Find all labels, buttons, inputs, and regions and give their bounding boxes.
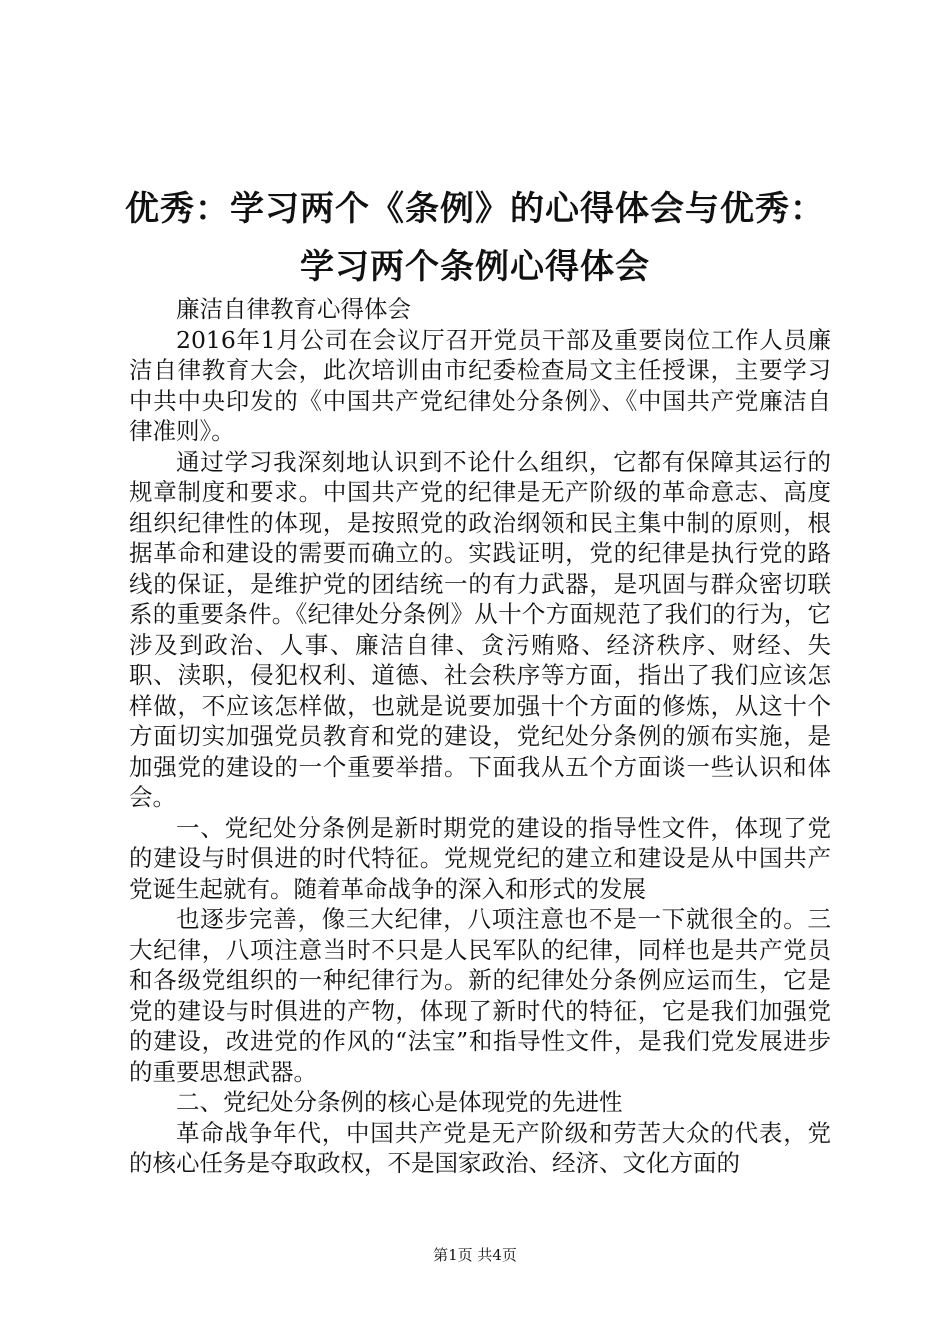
paragraph: 也逐步完善，像三大纪律，八项注意也不是一下就很全的。三大纪律，八项注意当时不只是人民军队的纪律，同样也是共产党员和各级党组织的一种纪律行为。新的纪律处分条例应运而生，它是党的建设与时俱进的产物，体现了新时代的特征，它是我们加强党的建设，改进党的作风的“法宝”和指导性文件，是我们党发展进步的重要思想武器。 — [129, 905, 831, 1086]
paragraph-subtitle: 廉洁自律教育心得体会 — [176, 295, 411, 323]
paragraph: 通过学习我深刻地认识到不论什么组织，它都有保障其运行的规章制度和要求。中国共产党的纪律是无产阶级的革命意志、高度组织纪律性的体现，是按照党的政治纲领和民主集中制的原则，根据革命和建设的需要而确立的。实践证明，党的纪律是执行党的路线的保证，是维护党的团结统一的有力武器，是巩固与群众密切联系的重要条件。《纪律处分条例》从十个方面规范了我们的行为，它涉及到政治、人事、廉洁自律、贪污贿赂、经济秩序、财经、失职、渎职，侵犯权利、道德、社会秩序等方面，指出了我们应该怎样做，不应该怎样做，也就是说要加强十个方面的修炼，从这十个方面切实加强党员教育和党的建设，党纪处分条例的颁布实施，是加强党的建设的一个重要举措。下面我从五个方面谈一些认识和体会。 — [129, 447, 831, 811]
page-number-footer: 第1页 共4页 — [433, 1246, 517, 1264]
paragraph: 革命战争年代，中国共产党是无产阶级和劳苦大众的代表，党的核心任务是夺取政权，不是国家政治、经济、文化方面的 — [129, 1118, 831, 1177]
document-title-line-1: 优秀：学习两个《条例》的心得体会与优秀： — [125, 189, 825, 229]
paragraph: 2016年1月公司在会议厅召开党员干部及重要岗位工作人员廉洁自律教育大会，此次培训由市纪委检查局文主任授课，主要学习中共中央印发的《中国共产党纪律处分条例》、《中国共产党廉洁自律准则》。 — [129, 325, 831, 445]
document-body — [129, 294, 831, 1179]
paragraph-heading: 二、党纪处分条例的核心是体现党的先进性 — [176, 1088, 623, 1116]
paragraph: 一、党纪处分条例是新时期党的建设的指导性文件，体现了党的建设与时俱进的时代特征。党规党纪的建立和建设是从中国共产党诞生起就有。随着革命战争的深入和形式的发展 — [129, 813, 831, 903]
document-title-line-2: 学习两个条例心得体会 — [300, 247, 650, 287]
